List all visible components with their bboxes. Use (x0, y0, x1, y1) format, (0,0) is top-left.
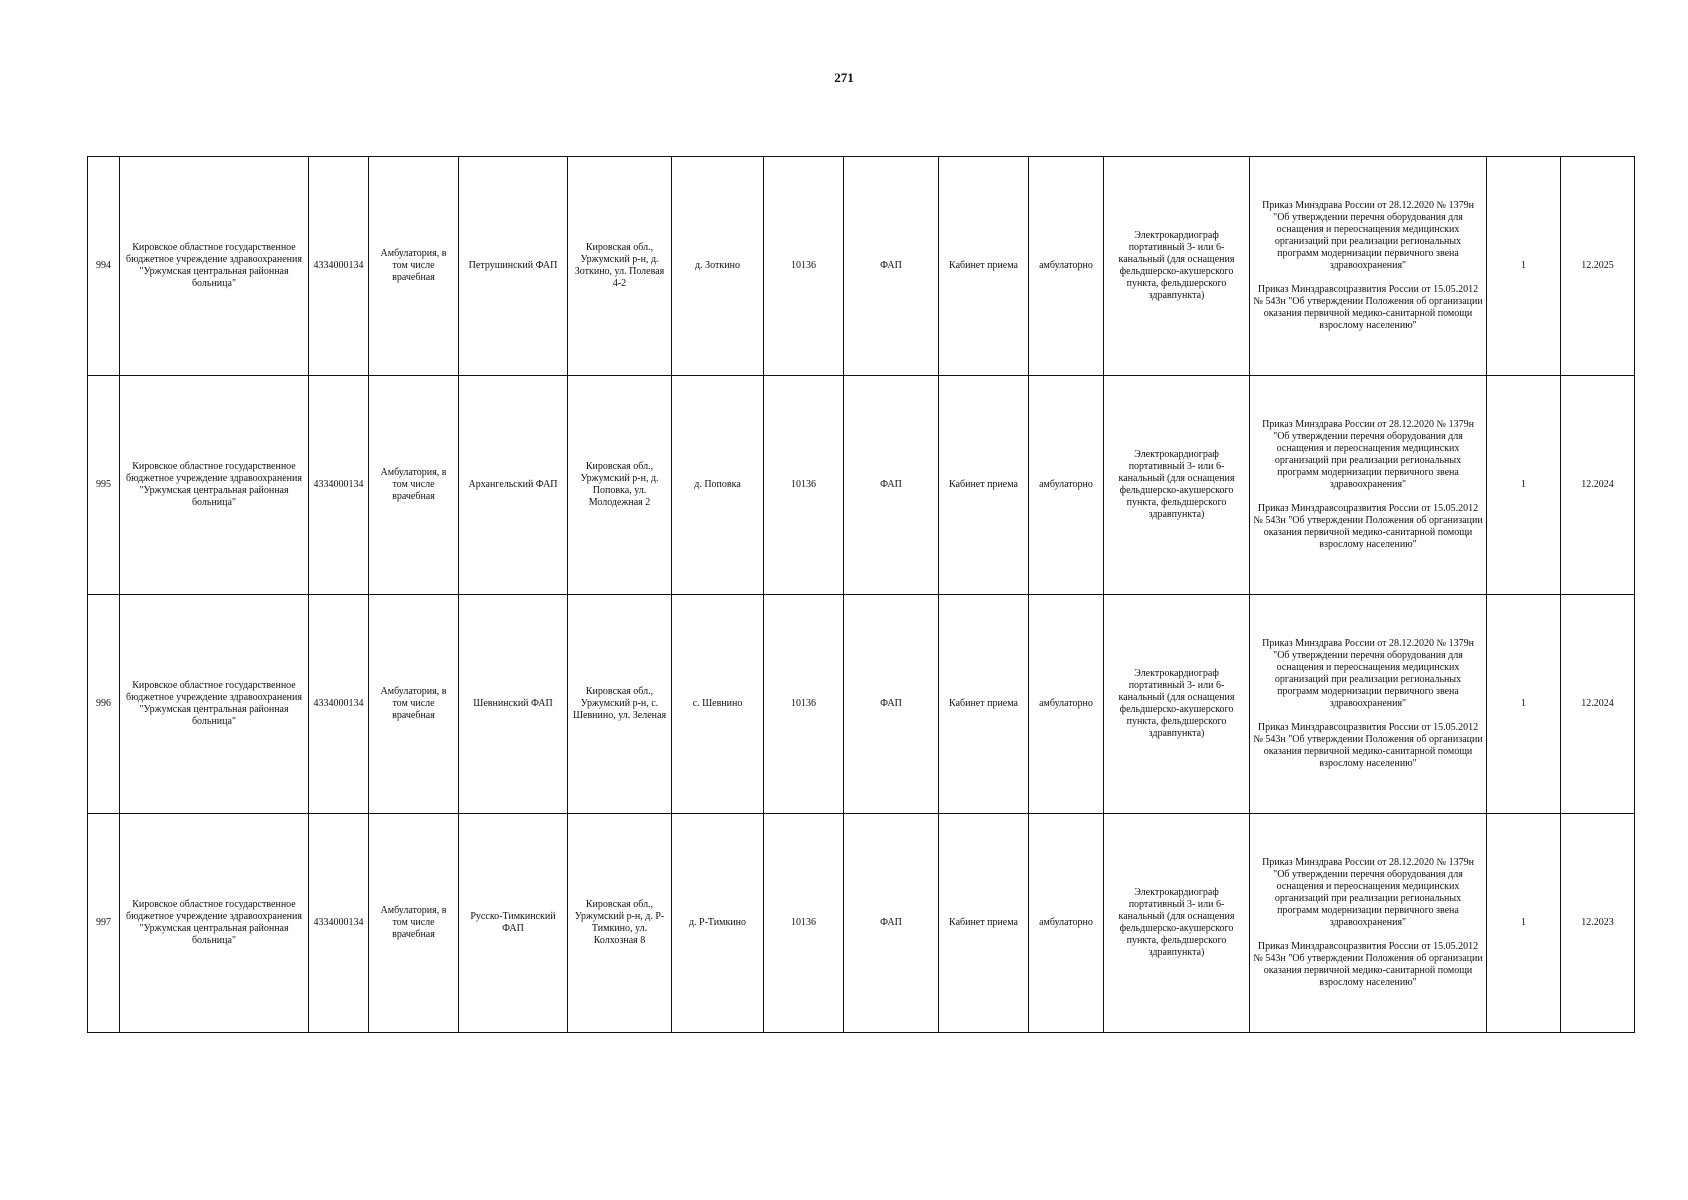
delivery-date: 12.2023 (1561, 814, 1635, 1033)
unit-kind: ФАП (844, 814, 939, 1033)
legal-basis-order-543n: Приказ Минздравсоцразвития России от 15.05.2012 № 543н "Об утверждении Положения об организации оказания первичной медико-санитарной помощи взрослому населению" (1253, 284, 1483, 331)
page-number: 271 (834, 70, 854, 85)
row-number: 995 (88, 376, 120, 595)
legal-basis-order-1379n: Приказ Минздрава России от 28.12.2020 № 1379н "Об утверждении перечня оборудования для оснащения и переоснащения медицинских организаций при реализации региональных программ модернизации первичного звена здравоохранения" (1262, 857, 1474, 928)
table-row (88, 814, 1635, 1033)
organization-name: Кировское областное государственное бюджетное учреждение здравоохранения "Уржумская центральная районная больница" (120, 376, 309, 595)
legal-basis-order-1379n: Приказ Минздрава России от 28.12.2020 № 1379н "Об утверждении перечня оборудования для оснащения и переоснащения медицинских организаций при реализации региональных программ модернизации первичного звена здравоохранения" (1262, 200, 1474, 271)
delivery-date: 12.2024 (1561, 595, 1635, 814)
organization-name: Кировское областное государственное бюджетное учреждение здравоохранения "Уржумская центральная районная больница" (120, 157, 309, 376)
organization-inn: 4334000134 (309, 595, 369, 814)
settlement-code: 10136 (764, 376, 844, 595)
legal-basis-order-1379n: Приказ Минздрава России от 28.12.2020 № 1379н "Об утверждении перечня оборудования для оснащения и переоснащения медицинских организаций при реализации региональных программ модернизации первичного звена здравоохранения" (1262, 419, 1474, 490)
equipment-table (87, 156, 1635, 1033)
table-row (88, 376, 1635, 595)
row-number: 996 (88, 595, 120, 814)
unit-kind: ФАП (844, 376, 939, 595)
organization-name: Кировское областное государственное бюджетное учреждение здравоохранения "Уржумская центральная районная больница" (120, 814, 309, 1033)
room-name: Кабинет приема (939, 814, 1029, 1033)
unit-name: Русско-Тимкинский ФАП (459, 814, 568, 1033)
quantity: 1 (1487, 595, 1561, 814)
unit-address: Кировская обл., Уржумский р-н, д. Зоткино, ул. Полевая 4-2 (568, 157, 672, 376)
unit-kind: ФАП (844, 157, 939, 376)
care-mode: амбулаторно (1029, 595, 1104, 814)
facility-type: Амбулатория, в том числе врачебная (369, 814, 459, 1033)
facility-type: Амбулатория, в том числе врачебная (369, 595, 459, 814)
organization-inn: 4334000134 (309, 376, 369, 595)
equipment-name: Электрокардиограф портативный 3- или 6-канальный (для оснащения фельдшерско-акушерского пункта, фельдшерского здравпункта) (1104, 157, 1250, 376)
care-mode: амбулаторно (1029, 157, 1104, 376)
unit-address: Кировская обл., Уржумский р-н, с. Шевнино, ул. Зеленая (568, 595, 672, 814)
equipment-name: Электрокардиограф портативный 3- или 6-канальный (для оснащения фельдшерско-акушерского пункта, фельдшерского здравпункта) (1104, 814, 1250, 1033)
unit-address: Кировская обл., Уржумский р-н, д. Р-Тимкино, ул. Колхозная 8 (568, 814, 672, 1033)
settlement: д. Зоткино (672, 157, 764, 376)
quantity: 1 (1487, 157, 1561, 376)
organization-inn: 4334000134 (309, 157, 369, 376)
facility-type: Амбулатория, в том числе врачебная (369, 157, 459, 376)
organization-name: Кировское областное государственное бюджетное учреждение здравоохранения "Уржумская центральная районная больница" (120, 595, 309, 814)
quantity: 1 (1487, 814, 1561, 1033)
table-row (88, 157, 1635, 376)
unit-address: Кировская обл., Уржумский р-н, д. Поповка, ул. Молодежная 2 (568, 376, 672, 595)
table-row (88, 595, 1635, 814)
room-name: Кабинет приема (939, 595, 1029, 814)
legal-basis (1250, 157, 1487, 376)
unit-name: Шевнинский ФАП (459, 595, 568, 814)
legal-basis (1250, 814, 1487, 1033)
row-number: 997 (88, 814, 120, 1033)
legal-basis (1250, 595, 1487, 814)
facility-type: Амбулатория, в том числе врачебная (369, 376, 459, 595)
unit-kind: ФАП (844, 595, 939, 814)
legal-basis-order-1379n: Приказ Минздрава России от 28.12.2020 № 1379н "Об утверждении перечня оборудования для оснащения и переоснащения медицинских организаций при реализации региональных программ модернизации первичного звена здравоохранения" (1262, 638, 1474, 709)
delivery-date: 12.2025 (1561, 157, 1635, 376)
quantity: 1 (1487, 376, 1561, 595)
equipment-name: Электрокардиограф портативный 3- или 6-канальный (для оснащения фельдшерско-акушерского пункта, фельдшерского здравпункта) (1104, 376, 1250, 595)
room-name: Кабинет приема (939, 376, 1029, 595)
delivery-date: 12.2024 (1561, 376, 1635, 595)
settlement: д. Поповка (672, 376, 764, 595)
equipment-name: Электрокардиограф портативный 3- или 6-канальный (для оснащения фельдшерско-акушерского пункта, фельдшерского здравпункта) (1104, 595, 1250, 814)
organization-inn: 4334000134 (309, 814, 369, 1033)
care-mode: амбулаторно (1029, 376, 1104, 595)
table-body (88, 157, 1635, 1033)
settlement-code: 10136 (764, 595, 844, 814)
legal-basis-order-543n: Приказ Минздравсоцразвития России от 15.05.2012 № 543н "Об утверждении Положения об организации оказания первичной медико-санитарной помощи взрослому населению" (1253, 722, 1483, 769)
settlement: с. Шевнино (672, 595, 764, 814)
care-mode: амбулаторно (1029, 814, 1104, 1033)
legal-basis-order-543n: Приказ Минздравсоцразвития России от 15.05.2012 № 543н "Об утверждении Положения об организации оказания первичной медико-санитарной помощи взрослому населению" (1253, 941, 1483, 988)
unit-name: Архангельский ФАП (459, 376, 568, 595)
room-name: Кабинет приема (939, 157, 1029, 376)
unit-name: Петрушинский ФАП (459, 157, 568, 376)
legal-basis (1250, 376, 1487, 595)
settlement-code: 10136 (764, 814, 844, 1033)
row-number: 994 (88, 157, 120, 376)
settlement: д. Р-Тимкино (672, 814, 764, 1033)
settlement-code: 10136 (764, 157, 844, 376)
legal-basis-order-543n: Приказ Минздравсоцразвития России от 15.05.2012 № 543н "Об утверждении Положения об организации оказания первичной медико-санитарной помощи взрослому населению" (1253, 503, 1483, 550)
